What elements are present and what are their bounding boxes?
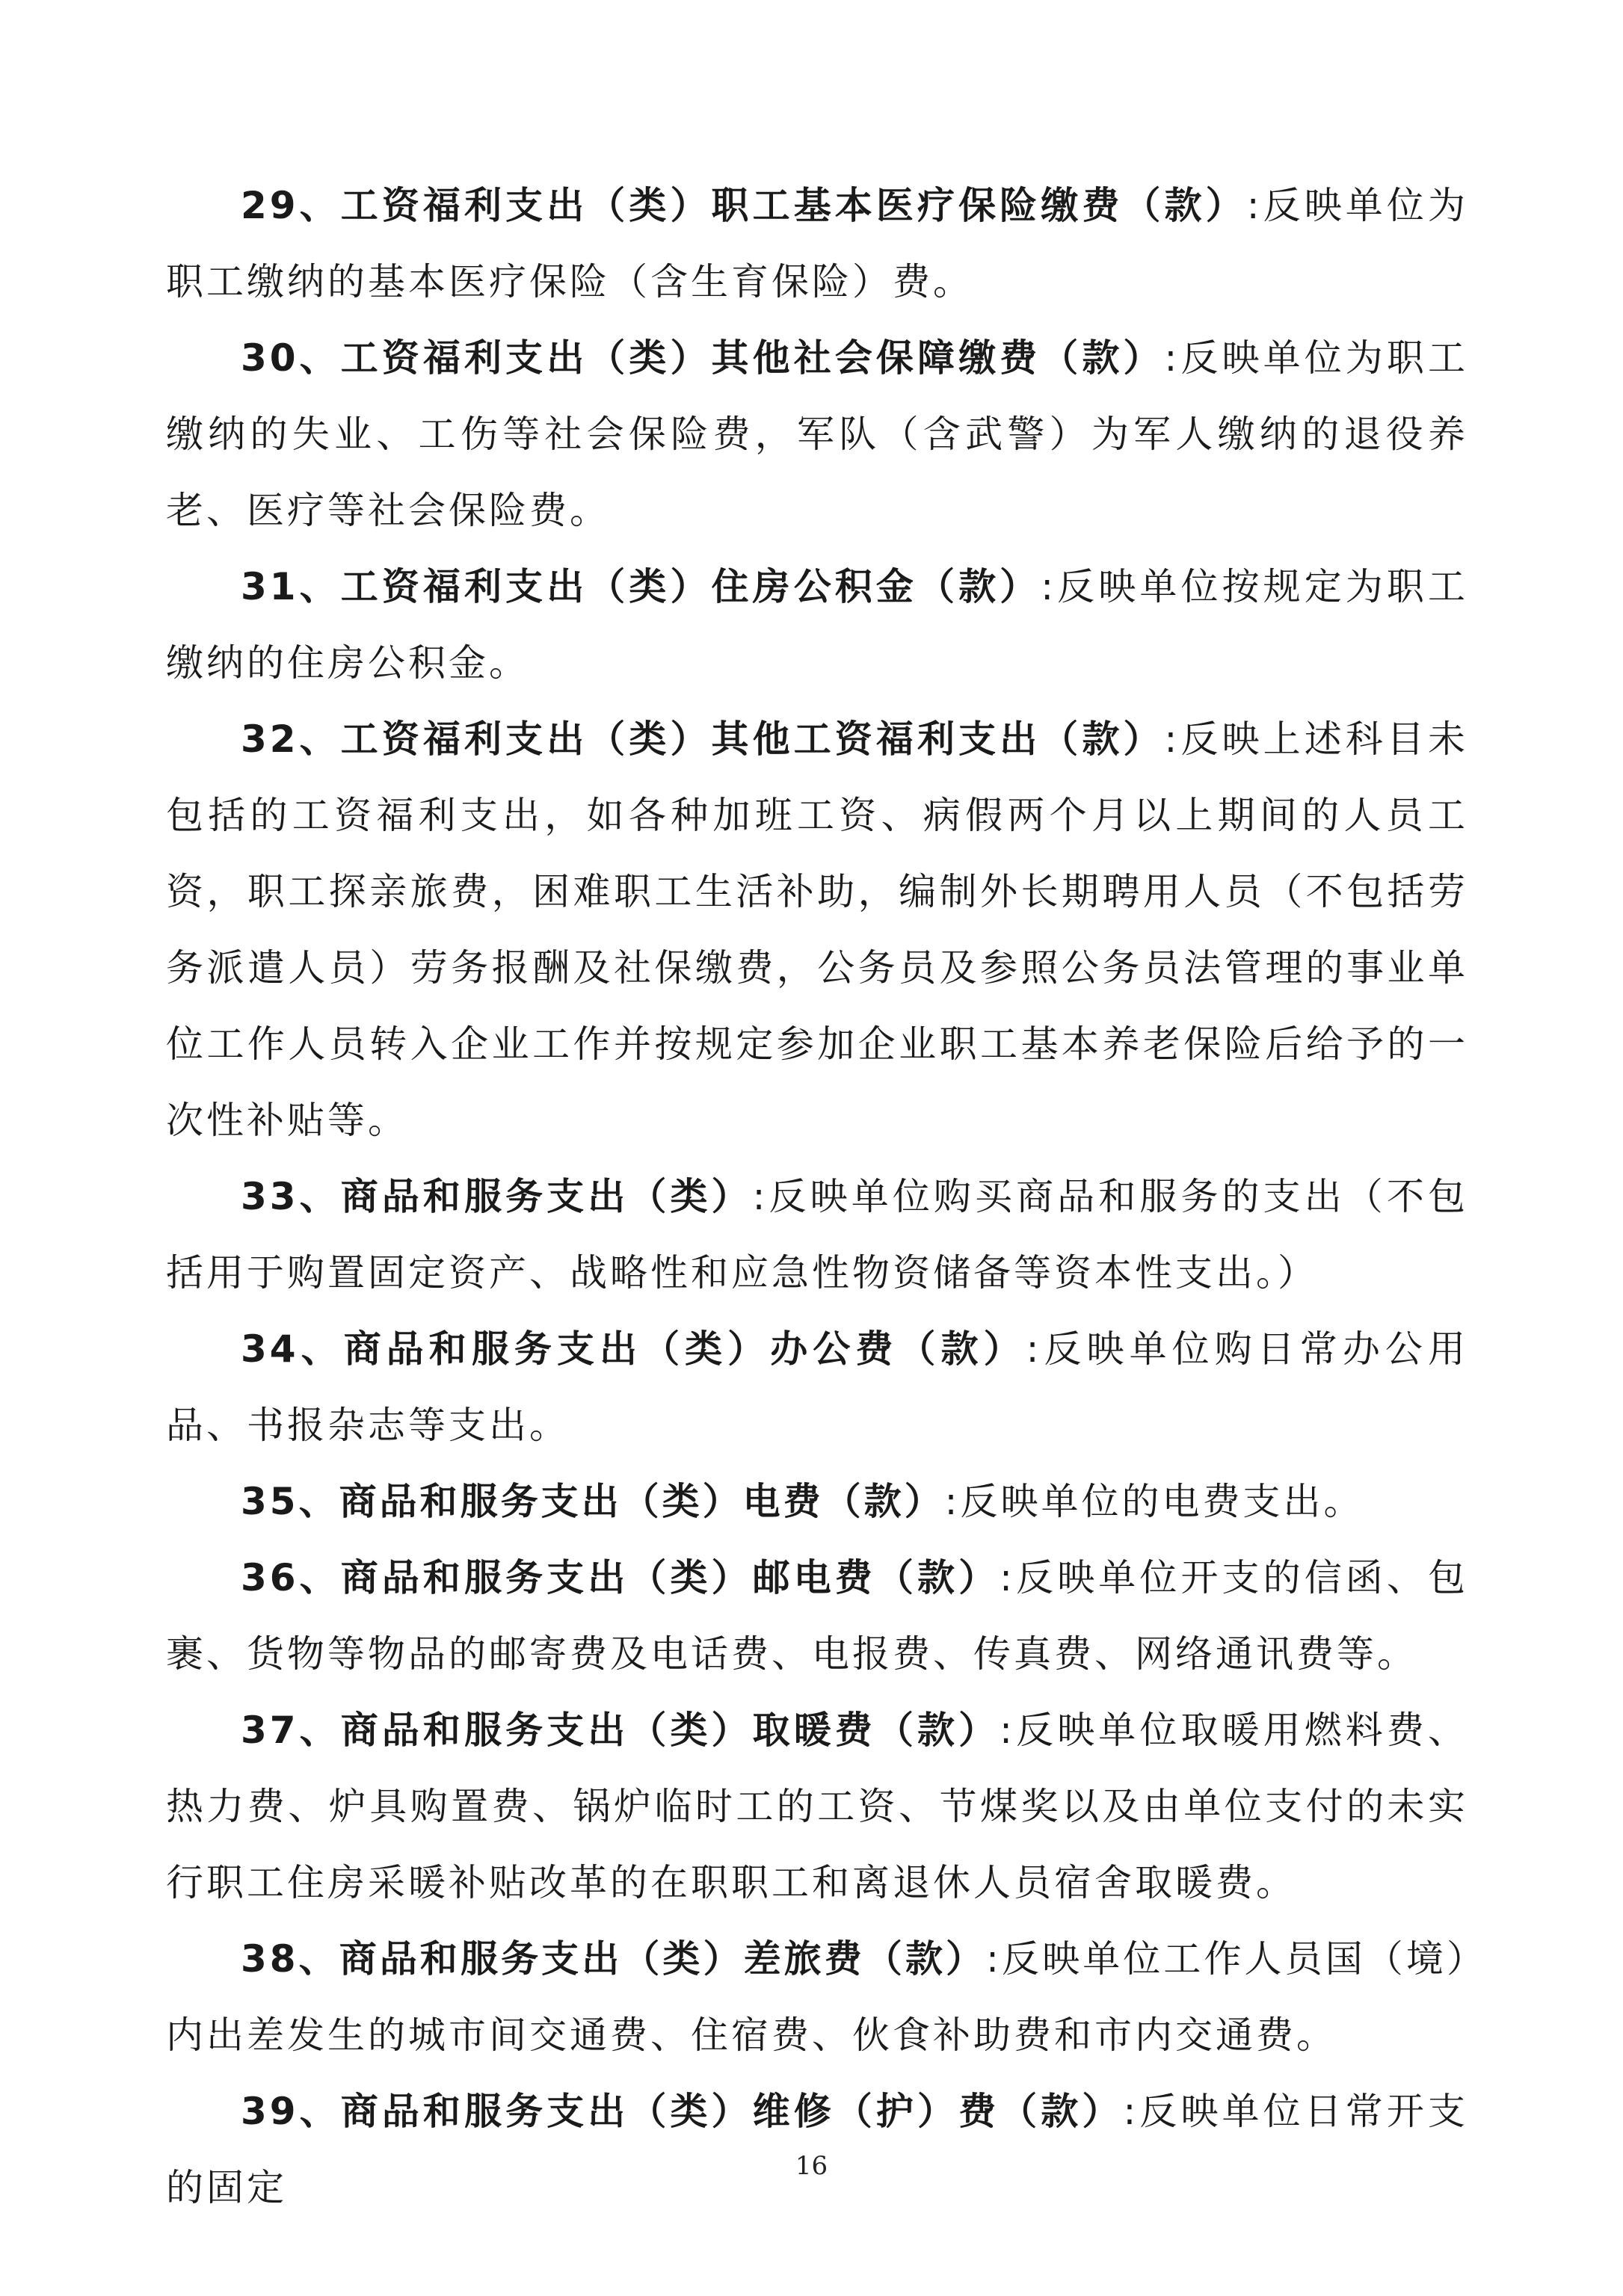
entry-body: :反映单位按规定为职工缴纳的住房公积金。 (166, 565, 1468, 685)
entry-title: 36、商品和服务支出（类）邮电费（款） (241, 1556, 1000, 1599)
entry-37 (166, 1692, 1468, 1921)
entry-34 (166, 1311, 1468, 1463)
document-body (166, 167, 1468, 2226)
entry-body: :反映单位购买商品和服务的支出（不包括用于购置固定资产、战略性和应急性物资储备等资本性支出。） (166, 1175, 1468, 1294)
entry-35 (166, 1463, 1468, 1540)
entry-title: 37、商品和服务支出（类）取暖费（款） (241, 1709, 1000, 1752)
entry-body: :反映单位为职工缴纳的基本医疗保险（含生育保险）费。 (166, 184, 1468, 303)
entry-title: 32、工资福利支出（类）其他工资福利支出（款） (241, 718, 1165, 761)
entry-title: 29、工资福利支出（类）职工基本医疗保险缴费（款） (241, 184, 1247, 227)
entry-title: 33、商品和服务支出（类） (241, 1175, 753, 1218)
entry-body: :反映上述科目未包括的工资福利支出，如各种加班工资、病假两个月以上期间的人员工资，职工探亲旅费，困难职工生活补助，编制外长期聘用人员（不包括劳务派遣人员）劳务报酬及社保缴费，公务员及参照公务员法管理的事业单位工作人员转入企业工作并按规定参加企业职工基本养老保险后给予的一次性补贴等。 (166, 718, 1468, 1142)
entry-29 (166, 167, 1468, 320)
entry-36 (166, 1540, 1468, 1692)
entry-38 (166, 1921, 1468, 2073)
entry-30 (166, 320, 1468, 549)
entry-body: :反映单位购日常办公用品、书报杂志等支出。 (166, 1327, 1468, 1447)
entry-title: 39、商品和服务支出（类）维修（护）费（款） (241, 2090, 1124, 2133)
entry-title: 31、工资福利支出（类）住房公积金（款） (241, 565, 1041, 608)
entry-title: 30、工资福利支出（类）其他社会保障缴费（款） (241, 336, 1165, 380)
entry-body: :反映单位工作人员国（境）内出差发生的城市间交通费、住宿费、伙食补助费和市内交通费。 (166, 1937, 1468, 2057)
entry-title: 34、商品和服务支出（类）办公费（款） (241, 1327, 1026, 1371)
entry-body: :反映单位取暖用燃料费、热力费、炉具购置费、锅炉临时工的工资、节煤奖以及由单位支付的未实行职工住房采暖补贴改革的在职职工和离退休人员宿舍取暖费。 (166, 1709, 1468, 1904)
page-number: 16 (795, 2151, 828, 2181)
entry-title: 38、商品和服务支出（类）差旅费（款） (241, 1937, 987, 1981)
entry-39 (166, 2073, 1468, 2226)
entry-body: :反映单位开支的信函、包裹、货物等物品的邮寄费及电话费、电报费、传真费、网络通讯费等。 (166, 1556, 1468, 1676)
entry-body: :反映单位日常开支的固定 (166, 2090, 1468, 2209)
entry-33 (166, 1158, 1468, 1311)
entry-title: 35、商品和服务支出（类）电费（款） (241, 1480, 945, 1523)
entry-body: :反映单位为职工缴纳的失业、工伤等社会保险费，军队（含武警）为军人缴纳的退役养老、医疗等社会保险费。 (166, 336, 1468, 532)
entry-body: :反映单位的电费支出。 (944, 1480, 1364, 1523)
entry-32 (166, 701, 1468, 1158)
entry-31 (166, 549, 1468, 701)
